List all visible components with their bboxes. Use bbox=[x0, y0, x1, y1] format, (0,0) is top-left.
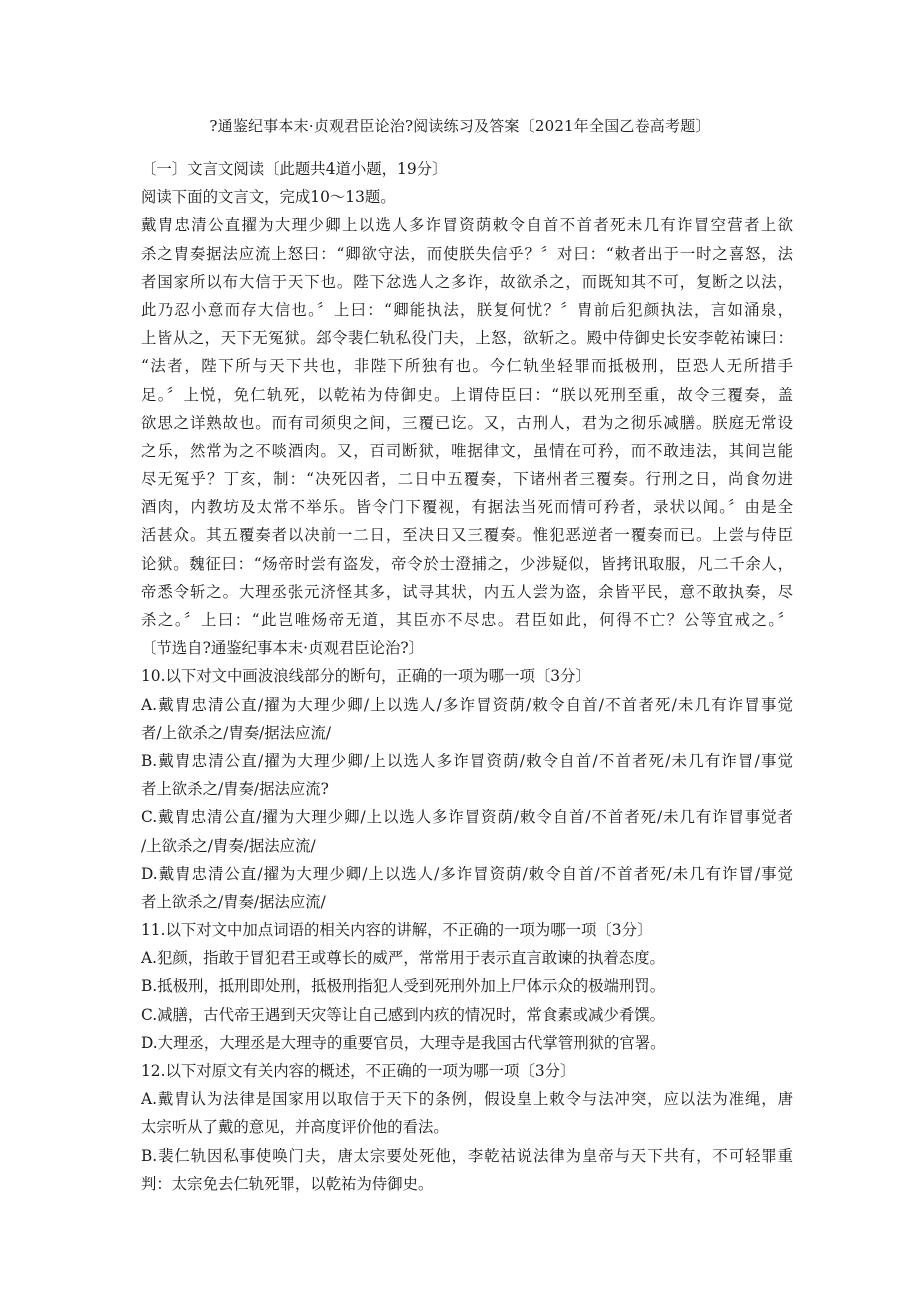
text-line: B.裴仁轨因私事使唤门夫，唐太宗要处死他，李乾祜说法律为皇帝与天下共有，不可轻罪重 bbox=[141, 1146, 793, 1165]
text-line: 阅读下面的文言文，完成10～13题。 bbox=[141, 188, 396, 207]
document-title: ?通鉴纪事本末·贞观君臣论治?阅读练习及答案〔2021年全国乙卷高考题〕 bbox=[209, 117, 711, 135]
text-line: 足。〞上悦，免仁轨死，以乾祐为侍御史。上谓侍臣曰：“朕以死刑至重，故令三覆奏，盖 bbox=[141, 385, 793, 404]
text-line: 者上欲杀之/胄奏/据法应流/ bbox=[141, 892, 326, 911]
text-line: 此乃忍小意而存大信也。〞上曰：“卿能执法，朕复何忧？〞胄前后犯颜执法，言如涌泉， bbox=[141, 300, 793, 319]
text-line: D.大理丞，大理丞是大理寺的重要官员，大理寺是我国古代掌管刑狱的官署。 bbox=[141, 1033, 666, 1052]
text-line: 〔节选自?通鉴纪事本末·贞观君臣论治?〕 bbox=[141, 639, 425, 658]
text-line: A.犯颜，指敢于冒犯君王或尊长的威严，常常用于表示直言敢谏的执着态度。 bbox=[141, 949, 665, 968]
text-line: 11.以下对文中加点词语的相关内容的讲解，不正确的一项为哪一项〔3分〕 bbox=[141, 921, 653, 940]
text-line: 杀之胄奏据法应流上怒曰：“卿欲守法，而使朕失信乎？〞对曰：“敕者出于一时之喜怒，法 bbox=[141, 244, 793, 263]
text-line: 上皆从之，天下无冤狱。郐令裴仁轨私役门夫，上怒，欲斩之。殿中侍御史长安李乾祐谏曰： bbox=[141, 329, 793, 348]
text-line: 判：太宗免去仁轨死罪，以乾祐为侍御史。 bbox=[141, 1174, 434, 1193]
text-line: 10.以下对文中画波浪线部分的断句，正确的一项为哪一项〔3分〕 bbox=[141, 667, 591, 686]
text-line: 12.以下对原文有关内容的概述，不正确的一项为哪一项〔3分〕 bbox=[141, 1062, 576, 1080]
text-line: C.减膳，古代帝王遇到天灾等让自己感到内疚的情况时，常食素或减少肴馔。 bbox=[141, 1005, 666, 1024]
text-line: 杀之。〞上曰：“此岂唯炀帝无道，其臣亦不尽忠。君臣如此，何得不亡？公等宜戒之。〞 bbox=[141, 611, 793, 629]
text-line: 戴胄忠清公直擢为大理少卿上以选人多诈冒资荫敕令自首不首者死未几有诈冒空营者上欲 bbox=[141, 216, 793, 235]
text-line: 论狱。魏征曰：“炀帝时尝有盗发，帝令於士澄捕之，少涉疑似，皆拷讯取服，凡二千余人， bbox=[141, 554, 793, 573]
text-line: A.戴胄认为法律是国家用以取信于天下的条例，假设皇上敕令与法冲突，应以法为准绳，唐 bbox=[141, 1090, 793, 1109]
document-body bbox=[141, 155, 793, 1198]
text-line: A.戴胄忠清公直/擢为大理少卿/上以选人/多诈冒资荫/敕令自首/不首者死/未几有诈冒事觉 bbox=[141, 695, 793, 714]
text-line: 帝悉令斩之。大理丞张元济怪其多，试寻其状，内五人尝为盗，余皆平民，意不敢执奏，尽 bbox=[141, 582, 793, 601]
text-line: 酒肉，内教坊及太常不举乐。皆令门下覆视，有据法当死而情可矜者，录状以闻。〞由是全 bbox=[141, 498, 793, 517]
text-line: D.戴胄忠清公直/擢为大理少卿/上以选人/多诈冒资荫/敕令自首/不首者死/未几有诈冒/事觉 bbox=[141, 864, 793, 883]
text-line: B.抵极刑，抵刑即处刑，抵极刑指犯人受到死刑外加上尸体示众的极端刑罚。 bbox=[141, 977, 666, 996]
text-line: 者国家所以布大信于天下也。陛下忿选人之多诈，故欲杀之，而既知其不可，复断之以法， bbox=[141, 272, 793, 291]
text-line: 欲思之详熟故也。而有司须臾之间，三覆已讫。又，古刑人，君为之彻乐减膳。朕庭无常设 bbox=[141, 413, 793, 432]
text-line: “法者，陛下所与天下共也，非陛下所独有也。今仁轨坐轻罪而抵极刑，臣恐人无所措手 bbox=[141, 357, 793, 376]
text-line: 〔一〕文言文阅读〔此题共4道小题，19分〕 bbox=[141, 160, 448, 178]
text-line: 活甚众。其五覆奏者以决前一二日，至决日又三覆奏。惟犯恶逆者一覆奏而已。上尝与侍臣 bbox=[141, 526, 793, 545]
text-line: 者/上欲杀之/胄奏/据法应流/ bbox=[141, 723, 332, 742]
text-line: 者上欲杀之/胄奏/据法应流? bbox=[141, 780, 329, 799]
text-line: /上欲杀之/胄奏/据法应流/ bbox=[141, 836, 316, 855]
text-line: 尽无冤乎？丁亥，制：“决死囚者，二日中五覆奏，下诸州者三覆奏。行刑之日，尚食勿进 bbox=[141, 470, 793, 489]
text-line: 太宗听从了戴的意见，并高度评价他的看法。 bbox=[141, 1118, 449, 1137]
text-line: B.戴胄忠清公直/擢为大理少卿/上以选人多诈冒资荫/敕令自首/不首者死/未几有诈冒/事觉 bbox=[141, 751, 793, 770]
text-line: 之乐，然常为之不啖酒肉。又，百司断狱，唯据律文，虽情在可矜，而不敢违法，其间岂能 bbox=[141, 441, 793, 460]
text-line: C.戴胄忠清公直/擢为大理少卿/上以选人多诈冒资荫/敕令自首/不首者死/未几有诈冒事觉者 bbox=[141, 808, 793, 827]
